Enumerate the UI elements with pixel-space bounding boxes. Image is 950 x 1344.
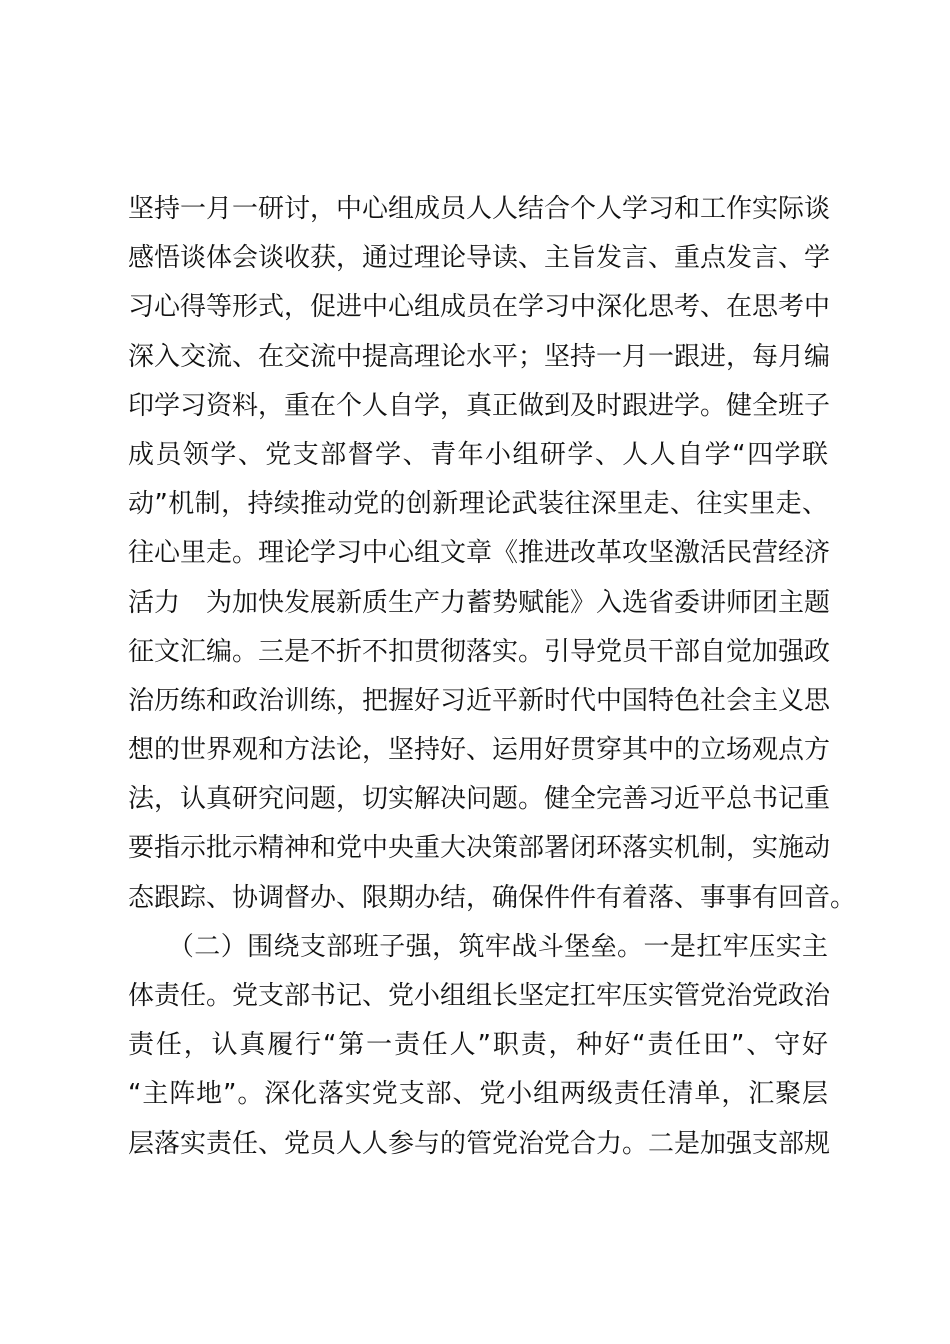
text-line: 征文汇编。三是不折不扣贯彻落实。引导党员干部自觉加强政 (128, 636, 831, 667)
text-line: 法，认真研究问题，切实解决问题。健全完善习近平总书记重 (128, 784, 831, 815)
text-line: 治历练和政治训练，把握好习近平新时代中国特色社会主义思 (128, 685, 831, 716)
text-line: 体责任。党支部书记、党小组组长坚定扛牢压实管党治党政治 (128, 981, 831, 1011)
text-line: 往心里走。理论学习中心组文章《推进改革攻坚激活民营经济 (128, 538, 831, 569)
text-line: 印学习资料，重在个人自学，真正做到及时跟进学。健全班子 (128, 390, 831, 421)
text-line: 成员领学、党支部督学、青年小组研学、人人自学“四学联 (128, 439, 828, 470)
text-line: 层落实责任、党员人人参与的管党治党合力。二是加强支部规 (128, 1128, 831, 1159)
body-text (128, 185, 857, 1169)
text-line: 责任，认真履行“第一责任人”职责，种好“责任田”、守好 (128, 1030, 828, 1061)
text-line: 要指示批示精神和党中央重大决策部署闭环落实机制，实施动 (128, 833, 831, 864)
text-line: 活力 为加快发展新质生产力蓄势赋能》入选省委讲师团主题 (128, 587, 831, 618)
text-line: 习心得等形式，促进中心组成员在学习中深化思考、在思考中 (128, 292, 831, 323)
text-line: 坚持一月一研讨，中心组成员人人结合个人学习和工作实际谈 (128, 194, 831, 224)
text-line: “主阵地”。深化落实党支部、党小组两级责任清单，汇聚层 (128, 1079, 828, 1110)
text-line: （二）围绕支部班子强，筑牢战斗堡垒。一是扛牢压实主 (128, 931, 828, 962)
text-line: 态跟踪、协调督办、限期办结，确保件件有着落、事事有回音。 (128, 882, 857, 913)
text-line: 深入交流、在交流中提高理论水平；坚持一月一跟进，每月编 (128, 341, 831, 372)
text-line: 想的世界观和方法论，坚持好、运用好贯穿其中的立场观点方 (128, 735, 831, 766)
text-line: 感悟谈体会谈收获，通过理论导读、主旨发言、重点发言、学 (128, 243, 831, 274)
text-line: 动”机制，持续推动党的创新理论武装往深里走、往实里走、 (128, 489, 828, 520)
